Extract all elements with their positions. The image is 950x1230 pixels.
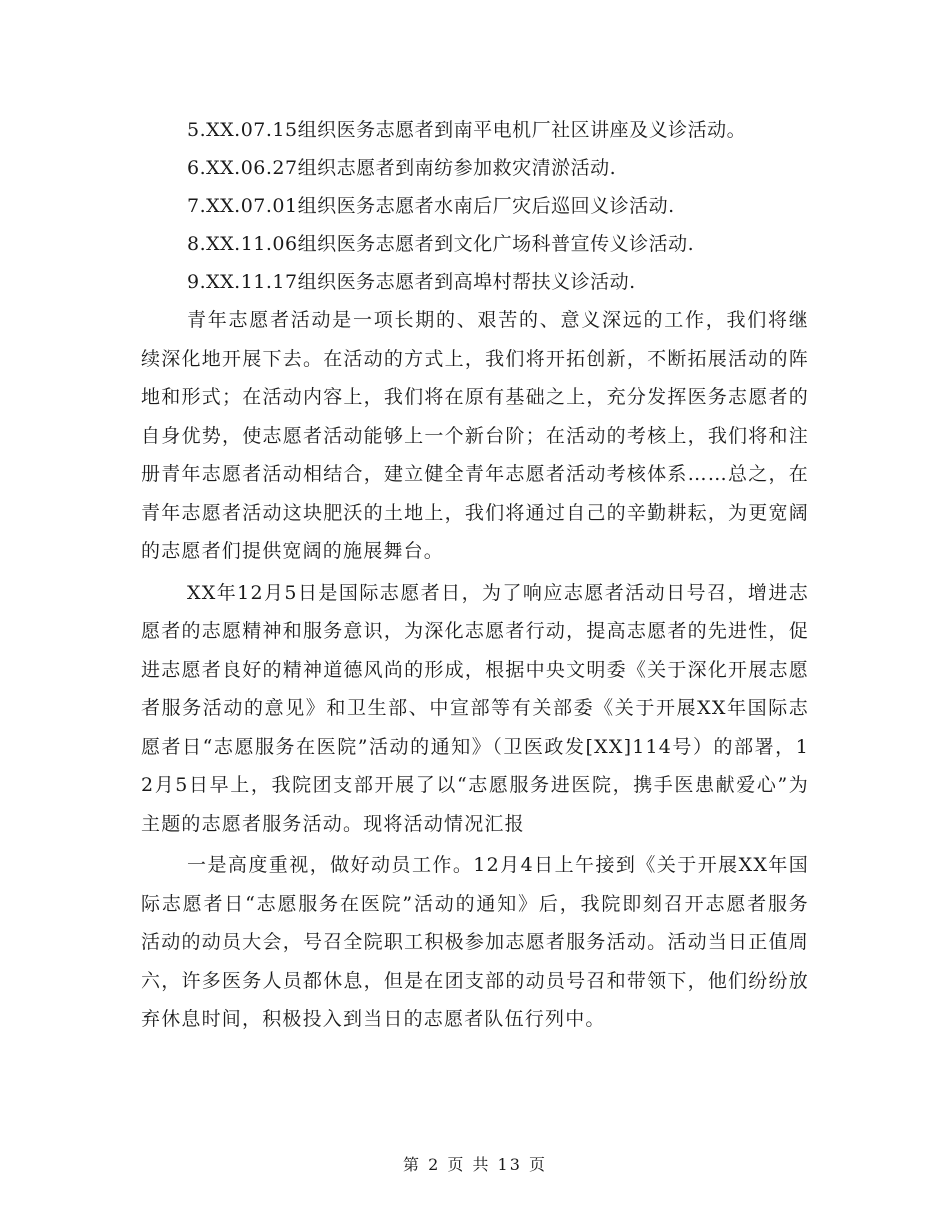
list-item: 8.XX.11.06组织医务志愿者到文化广场科普宣传义诊活动. — [187, 233, 695, 255]
document-body — [141, 111, 809, 1039]
list-item: 9.XX.11.17组织医务志愿者到高埠村帮扶义诊活动. — [187, 271, 636, 293]
paragraph-volunteer-day: XX年12月5日是国际志愿者日，为了响应志愿者活动日号召，增进志愿者的志愿精神和服务意识，为深化志愿者行动，提高志愿者的先进性，促进志愿者良好的精神道德风尚的形成，根据中央文明委《关于深化开展志愿者服务活动的意见》和卫生部、中宣部等有关部委《关于开展XX年国际志愿者日“志愿服务在医院”活动的通知》（卫医政发[XX]114号）的部署，12月5日早上，我院团支部开展了以“志愿服务进医院，携手医患献爱心”为主题的志愿者服务活动。现将活动情况汇报 — [141, 581, 809, 835]
paragraph-future-plans: 青年志愿者活动是一项长期的、艰苦的、意义深远的工作，我们将继续深化地开展下去。在活动的方式上，我们将开拓创新，不断拓展活动的阵地和形式；在活动内容上，我们将在原有基础之上，充分发挥医务志愿者的自身优势，使志愿者活动能够上一个新台阶；在活动的考核上，我们将和注册青年志愿者活动相结合，建立健全青年志愿者活动考核体系……总之，在青年志愿者活动这块肥沃的土地上，我们将通过自己的辛勤耕耘，为更宽阔的志愿者们提供宽阔的施展舞台。 — [141, 309, 809, 562]
paragraph-mobilization: 一是高度重视，做好动员工作。12月4日上午接到《关于开展XX年国际志愿者日“志愿服务在医院”活动的通知》后，我院即刻召开志愿者服务活动的动员大会，号召全院职工积极参加志愿者服务活动。活动当日正值周六，许多医务人员都休息，但是在团支部的动员号召和带领下，他们纷纷放弃休息时间，积极投入到当日的志愿者队伍行列中。 — [141, 854, 809, 1030]
page-footer: 第 2 页 共 13 页 — [403, 1155, 547, 1174]
list-item: 6.XX.06.27组织志愿者到南纺参加救灾清淤活动. — [187, 157, 617, 179]
list-item: 5.XX.07.15组织医务志愿者到南平电机厂社区讲座及义诊活动。 — [187, 119, 747, 141]
list-item: 7.XX.07.01组织医务志愿者水南后厂灾后巡回义诊活动. — [187, 195, 675, 217]
